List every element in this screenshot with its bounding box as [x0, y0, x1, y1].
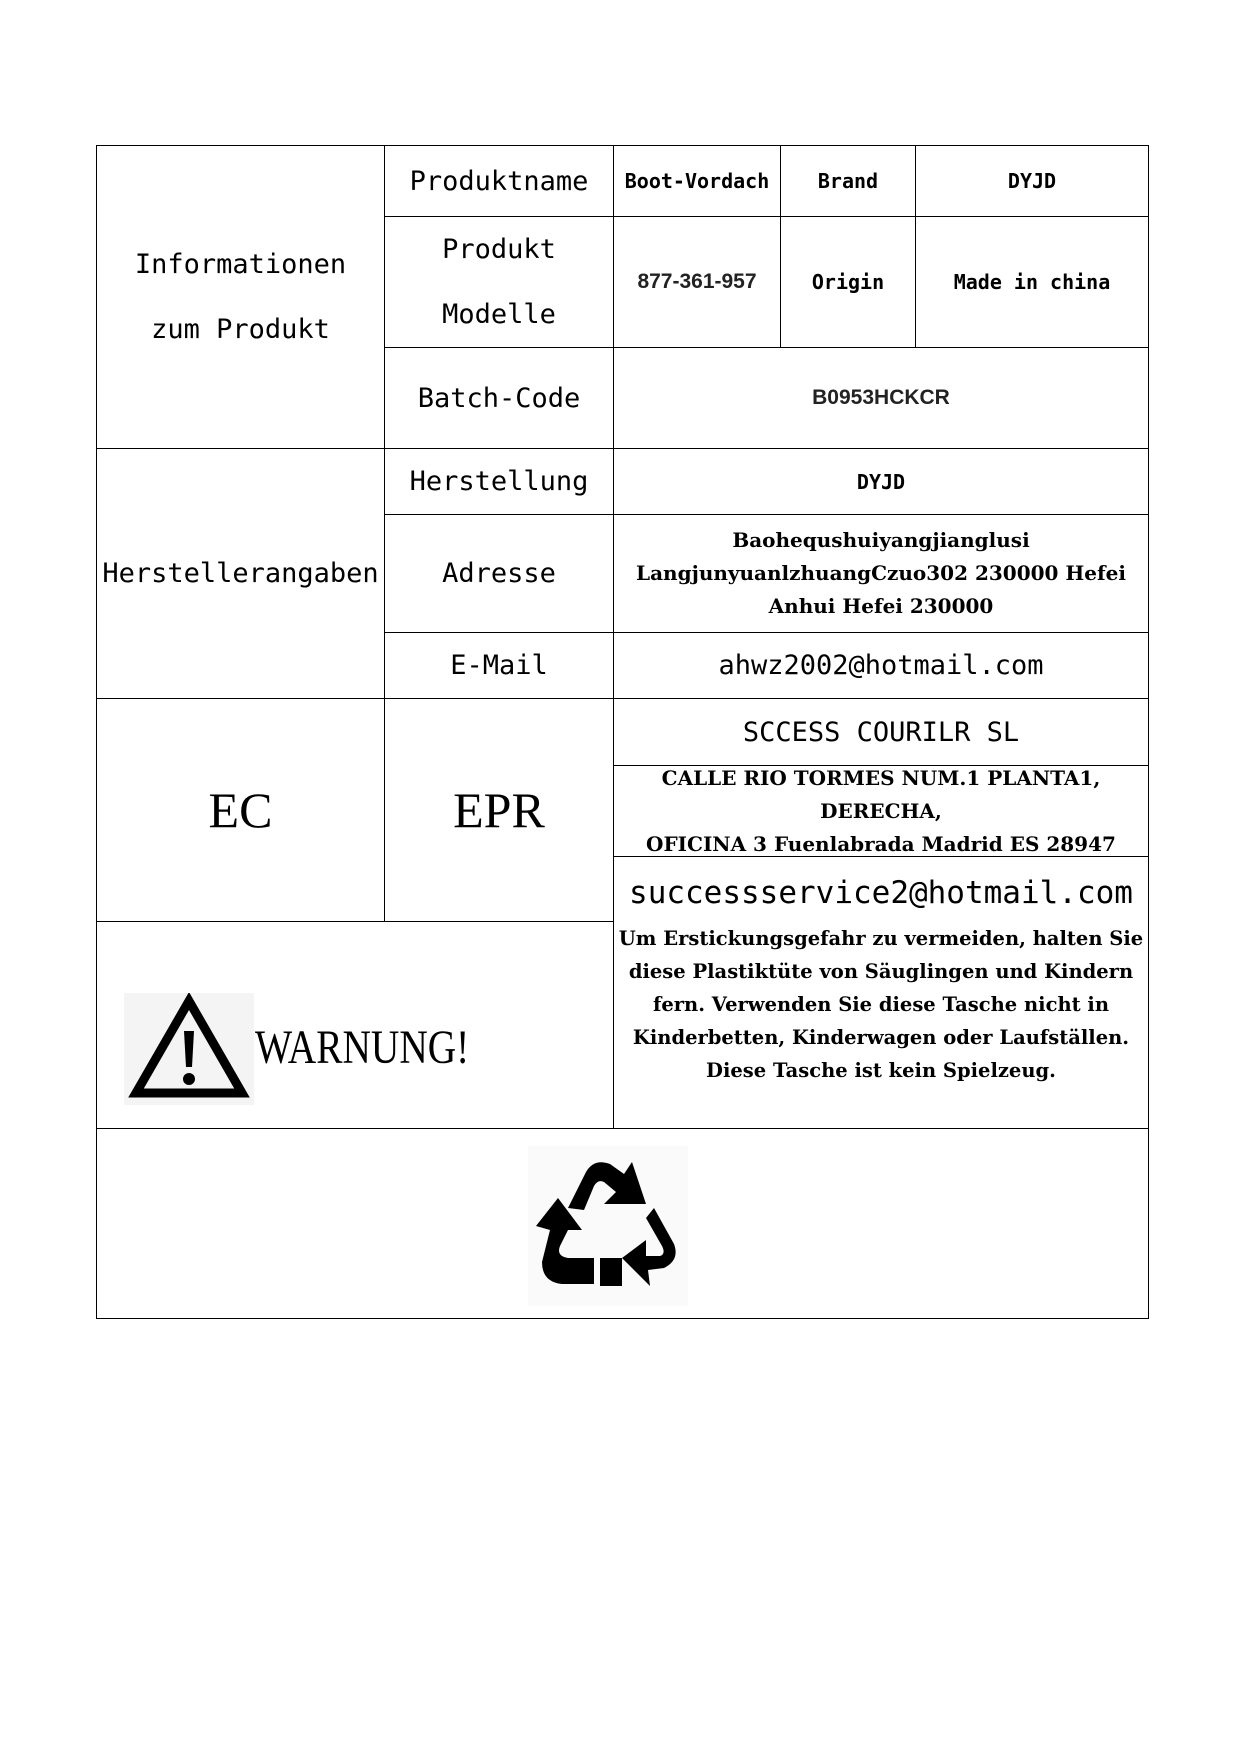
manufacturer-heading: Herstellerangaben — [102, 558, 379, 589]
batch-code-label: Batch-Code — [417, 382, 581, 414]
brand-value: DYJD — [1007, 169, 1057, 193]
warning-line: Diese Tasche ist kein Spielzeug. — [706, 1058, 1056, 1082]
address-line: CALLE RIO TORMES NUM.1 PLANTA1, DERECHA, — [661, 765, 1101, 823]
address-line: Baohequshuiyangjianglusi — [732, 528, 1030, 552]
address-line: Anhui Hefei 230000 — [768, 594, 994, 618]
warning-line: fern. Verwenden Sie diese Tasche nicht in — [652, 992, 1110, 1016]
ec-address — [614, 766, 1148, 856]
batch-code-value: B0953HCKCR — [812, 386, 950, 409]
warning-title — [255, 1012, 516, 1082]
rule — [97, 921, 613, 922]
address-line: OFICINA 3 Fuenlabrada Madrid ES 28947 — [646, 831, 1116, 856]
manufacturer-value: DYJD — [856, 469, 906, 494]
epr-label: EPR — [453, 782, 545, 838]
address-line: LangjunyuanlzhuangCzuo302 230000 Hefei — [636, 561, 1126, 585]
email-label: E-Mail — [450, 650, 548, 681]
warning-line: Um Erstickungsgefahr zu vermeiden, halten Sie — [618, 926, 1144, 950]
warning-line: diese Plastiktüte von Säuglingen und Kindern — [628, 959, 1134, 983]
origin-value: Made in china — [953, 270, 1111, 294]
product-info-heading: Informationen zum Produkt — [134, 249, 347, 345]
warning-line: Kinderbetten, Kinderwagen oder Laufställen. — [632, 1025, 1130, 1049]
warning-word: WARNUNG! — [255, 1020, 470, 1074]
address-label: Adresse — [442, 558, 556, 589]
product-name-label: Produktname — [409, 165, 589, 197]
product-name-value: Boot-Vordach — [624, 169, 770, 193]
brand-label: Brand — [817, 169, 879, 193]
manufacturer-address — [614, 515, 1148, 632]
product-info-table — [96, 145, 1149, 1319]
ec-email: successservice2@hotmail.com — [629, 875, 1133, 911]
product-model-label: Produkt Modelle — [442, 234, 556, 330]
warning-triangle-icon — [124, 993, 254, 1105]
ec-company: SCCESS COURILR SL — [742, 716, 1020, 748]
manufacturer-email: ahwz2002@hotmail.com — [718, 650, 1044, 681]
ec-label: EC — [208, 782, 273, 838]
manufacturer-label: Herstellung — [409, 466, 589, 497]
origin-label: Origin — [811, 270, 885, 294]
rule — [97, 1128, 1148, 1129]
recycle-icon — [528, 1146, 688, 1306]
warning-text — [614, 926, 1148, 1082]
product-model-value: 877-361-957 — [637, 270, 757, 293]
